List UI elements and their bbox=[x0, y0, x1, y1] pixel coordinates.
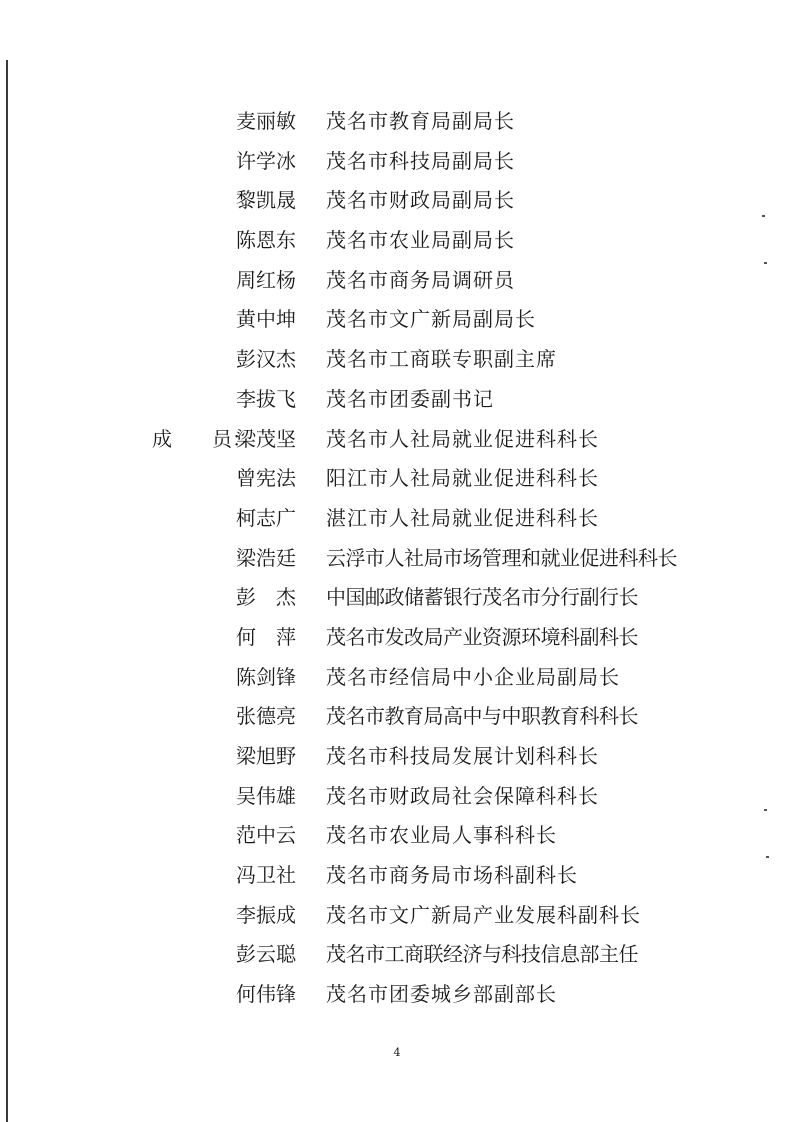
person-name: 张德亮 bbox=[236, 704, 296, 729]
list-item bbox=[0, 186, 794, 226]
personnel-list bbox=[0, 107, 794, 1020]
person-title: 茂名市文广新局副局长 bbox=[326, 307, 536, 332]
person-name: 彭 杰 bbox=[236, 585, 296, 610]
person-name: 周红杨 bbox=[236, 267, 296, 292]
person-name: 彭云聪 bbox=[236, 942, 296, 967]
scan-speck bbox=[764, 809, 767, 811]
person-title: 茂名市经信局中小企业局副局长 bbox=[326, 664, 620, 689]
scan-speck bbox=[762, 215, 765, 217]
person-title: 云浮市人社局市场管理和就业促进科科长 bbox=[326, 545, 677, 570]
page-number: 4 bbox=[393, 1046, 401, 1059]
person-name: 曾宪法 bbox=[236, 466, 296, 491]
list-item bbox=[0, 782, 794, 822]
person-title: 茂名市团委副书记 bbox=[326, 386, 494, 411]
person-title: 茂名市商务局调研员 bbox=[326, 267, 515, 292]
list-item bbox=[0, 266, 794, 306]
person-title: 阳江市人社局就业促进科科长 bbox=[326, 466, 599, 491]
person-name: 何伟锋 bbox=[236, 982, 296, 1007]
list-item bbox=[0, 385, 794, 425]
person-name: 范中云 bbox=[236, 823, 296, 848]
list-item bbox=[0, 742, 794, 782]
person-name: 柯志广 bbox=[236, 505, 296, 530]
person-name: 梁浩廷 bbox=[236, 545, 296, 570]
person-name: 梁旭野 bbox=[236, 744, 296, 768]
list-item bbox=[0, 861, 794, 901]
person-name: 彭汉杰 bbox=[236, 347, 296, 372]
person-name: 何 萍 bbox=[236, 624, 296, 649]
list-item bbox=[0, 663, 794, 703]
person-title: 茂名市科技局副局长 bbox=[326, 148, 515, 173]
person-name: 陈恩东 bbox=[236, 228, 296, 253]
person-title: 茂名市农业局人事科科长 bbox=[326, 823, 557, 848]
person-name: 李振成 bbox=[236, 902, 296, 927]
list-item bbox=[0, 583, 794, 623]
list-item bbox=[0, 464, 794, 504]
list-item bbox=[0, 305, 794, 345]
person-name: 梁茂坚 bbox=[236, 426, 296, 451]
members-role-label: 成 员： bbox=[152, 426, 252, 451]
person-name: 黎凯晟 bbox=[236, 188, 296, 213]
person-name: 陈剑锋 bbox=[236, 664, 296, 689]
list-item bbox=[0, 623, 794, 663]
list-item bbox=[0, 544, 794, 584]
person-title: 茂名市农业局副局长 bbox=[326, 228, 515, 253]
person-title: 中国邮政储蓄银行茂名市分行副行长 bbox=[326, 585, 638, 610]
person-title: 茂名市财政局社会保障科科长 bbox=[326, 783, 599, 808]
list-item bbox=[0, 226, 794, 266]
list-item bbox=[0, 504, 794, 544]
list-item bbox=[0, 821, 794, 861]
person-title: 茂名市人社局就业促进科科长 bbox=[326, 426, 599, 451]
scan-speck bbox=[766, 856, 769, 858]
person-name: 吴伟雄 bbox=[236, 783, 296, 808]
person-title: 茂名市教育局高中与中职教育科科长 bbox=[326, 704, 638, 729]
list-item bbox=[0, 107, 794, 147]
person-name: 冯卫社 bbox=[236, 863, 296, 888]
list-item bbox=[0, 425, 794, 465]
list-item bbox=[0, 901, 794, 941]
person-title: 茂名市财政局副局长 bbox=[326, 188, 515, 213]
person-title: 茂名市发改局产业资源环境科副科长 bbox=[326, 624, 638, 649]
scan-speck bbox=[764, 262, 767, 264]
list-item bbox=[0, 980, 794, 1020]
person-name: 李拔飞 bbox=[236, 386, 296, 411]
list-item bbox=[0, 702, 794, 742]
person-title: 茂名市工商联专职副主席 bbox=[326, 347, 557, 372]
list-item bbox=[0, 940, 794, 980]
list-item bbox=[0, 147, 794, 187]
person-title: 茂名市团委城乡部副部长 bbox=[326, 982, 557, 1007]
person-title: 茂名市工商联经济与科技信息部主任 bbox=[326, 942, 638, 967]
person-title: 茂名市商务局市场科副科长 bbox=[326, 863, 578, 888]
person-title: 茂名市科技局发展计划科科长 bbox=[326, 744, 599, 768]
list-item bbox=[0, 345, 794, 385]
person-title: 茂名市教育局副局长 bbox=[326, 109, 515, 133]
person-title: 茂名市文广新局产业发展科副科长 bbox=[326, 902, 641, 927]
person-name: 黄中坤 bbox=[236, 307, 296, 332]
person-title: 湛江市人社局就业促进科科长 bbox=[326, 505, 599, 530]
person-name: 麦丽敏 bbox=[236, 109, 296, 133]
person-name: 许学冰 bbox=[236, 148, 296, 173]
